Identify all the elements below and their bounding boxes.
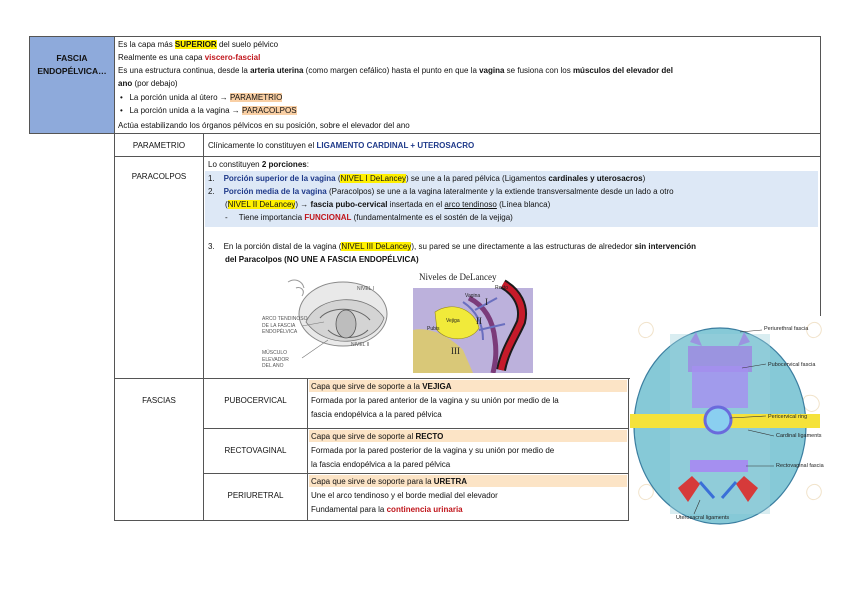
fascia-row-name-2: RECTOVAGINAL [224,446,287,455]
nivel-ii-label: NIVEL II [351,342,370,348]
uterosacral-label: Uterosacral ligaments [676,515,730,521]
delancey-drawing [413,270,533,373]
fascia-label: FASCIA ENDOPÉLVICA… [37,53,107,76]
delancey-figure [413,270,533,373]
fascia-row-header-3: Capa que sirve de soporte para la URETRA [311,477,468,486]
fascias-label: FASCIAS [142,396,176,405]
paracolpos-label-cell [114,156,204,379]
fascia-bullet-1: • La porción unida al útero → PARAMETRIO [120,93,283,102]
cardinal-label: Cardinal ligaments [776,433,822,439]
fascia-row-line-1a: Formada por la pared anterior de la vagina y su unión por medio de la [311,396,559,405]
fascia-row-header-1: Capa que sirve de soporte a la VEJIGA [311,382,452,391]
delancey-level-iii: III [451,346,460,356]
paracolpos-item-2: 2. Porción media de la vagina (Paracolpos) se une a la vagina lateralmente y la extiende transversalmente desde un lado a otro [208,187,674,196]
periurethral-label: Periurethral fascia [764,326,809,332]
delancey-vagina-label: Vagina [465,293,481,299]
parametrio-label: PARAMETRIO [132,141,186,150]
delancey-recto-label: Recto [495,285,509,291]
fascia-line-7: Actúa estabilizando los órganos pélvicos en su posición, sobre el elevador del ano [118,121,410,130]
fascia-line-2: Realmente es una capa viscero-fascial [118,53,261,62]
pubocervical-label: Pubocervical fascia [768,362,816,368]
fascia-row-name-3: PERIURETRAL [227,491,284,500]
musculo-elevador-label: MÚSCULO ELEVADOR DEL ANO [262,350,289,369]
delancey-pubis-label: Pubis [427,326,440,332]
delancey-level-ii: II [476,316,482,326]
pelvic-fascia-diagram [630,316,830,526]
delancey-level-i: I [485,297,488,307]
fascia-line-3: Es una estructura continua, desde la arteria uterina (como margen cefálico) hasta el punto en que la vagina se fusiona con los músculos del elevador del [118,66,673,75]
paracolpos-item-1: 1. Porción superior de la vagina (NIVEL I DeLancey) se une a la pared pélvica (Ligamentos cardinales y uterosacros) [208,174,646,183]
delancey-title: Niveles de DeLancey [419,272,497,282]
fascia-row-header-2: Capa que sirve de soporte al RECTO [311,432,444,441]
fascia-row-line-2a: Formada por la pared posterior de la vagina y su unión por medio de [311,446,555,455]
fascia-line-1: Es la capa más SUPERIOR del suelo pélvico [118,40,279,49]
bullet-icon: • [120,106,123,115]
pelvic-fascia-drawing [630,316,830,526]
paracolpos-item-2-line-2: (NIVEL II DeLancey) → fascia pubo-cervical insertada en el arco tendinoso (Línea blanca) [225,200,551,209]
paracolpos-item-3: 3. En la porción distal de la vagina (NIVEL III DeLancey), su pared se une directamente a las estructuras de alrededor sin intervención [208,242,696,251]
fascia-bullet-2: • La porción unida a la vagina → PARACOLPOS [120,106,297,115]
arco-tendinoso-label: ARCO TENDINOSO DE LA FASCIA ENDOPÉLVICA [262,316,308,335]
fascia-row-line-2b: la fascia endopélvica a la pared pélvica [311,460,451,469]
paracolpos-label: PARACOLPOS [131,172,187,181]
rectovaginal-label: Rectovaginal fascia [776,463,824,469]
fascia-row-name-1: PUBOCERVICAL [224,396,287,405]
fascia-line-4: ano (por debajo) [118,79,178,88]
parametrio-text: Clínicamente lo constituyen el LIGAMENTO CARDINAL + UTEROSACRO [208,141,475,150]
nivel-i-label: NIVEL I [357,286,375,292]
bullet-icon: • [120,93,123,102]
fascia-row-line-3b: Fundamental para la continencia urinaria [311,505,463,514]
paracolpos-subitem: - Tiene importancia FUNCIONAL (fundamentalmente es el sostén de la vejiga) [225,213,513,222]
fascia-row-line-3a: Une el arco tendinoso y el borde medial del elevador [311,491,498,500]
fascia-row-line-1b: fascia endopélvica a la pared pélvica [311,410,442,419]
pericervical-label: Pericervical ring [768,414,808,420]
delancey-vejiga-label: Vejiga [446,318,460,324]
fascia-label-cell [29,36,115,134]
paracolpos-item-3-line-2: del Paracolpos (NO UNE A FASCIA ENDOPÉLVICA) [225,255,419,264]
paracolpos-intro: Lo constituyen 2 porciones: [208,160,309,169]
